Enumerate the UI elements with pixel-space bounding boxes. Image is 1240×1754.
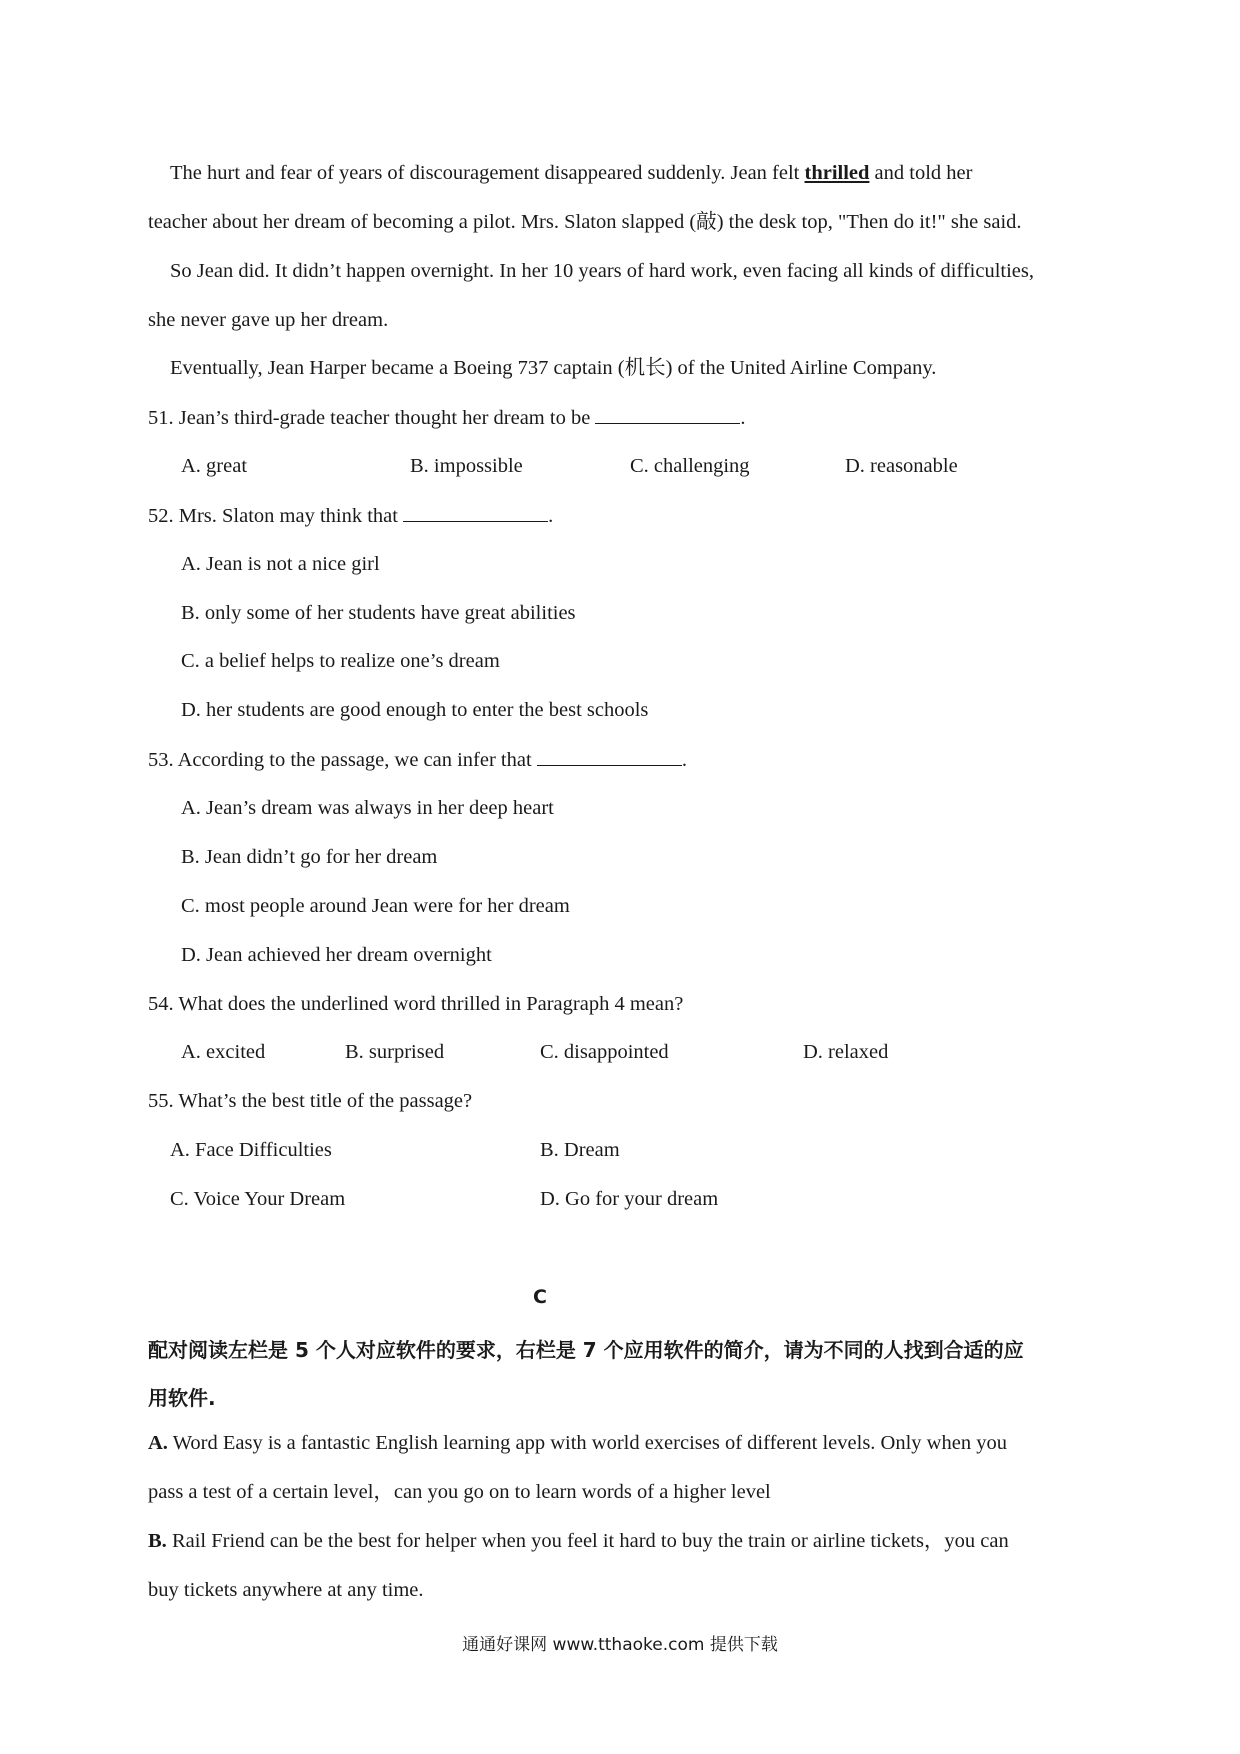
q52-option-d: D. her students are good enough to enter the best schools	[181, 699, 649, 721]
answer-blank	[403, 503, 548, 522]
section-title: C	[533, 1286, 547, 1308]
question-text: 52. Mrs. Slaton may think that	[148, 505, 404, 527]
section-instructions-line-1: 配对阅读左栏是 5 个人对应软件的要求，右栏是 7 个应用软件的简介，请为不同的人找到合适的应	[148, 1338, 1024, 1362]
q52-option-c: C. a belief helps to realize one’s dream	[181, 650, 500, 672]
q55-option-c: C. Voice Your Dream	[170, 1188, 346, 1210]
question-text-end: .	[740, 407, 746, 429]
page-footer: 通通好课网 www.tthaoke.com 提供下载	[462, 1635, 778, 1655]
question-text-end: .	[681, 749, 687, 771]
passage-paragraph-2-line-2: she never gave up her dream.	[148, 309, 389, 331]
passage-text: The hurt and fear of years of discouragement disappeared suddenly. Jean felt	[170, 162, 805, 184]
question-53-stem	[148, 747, 687, 773]
item-text: Rail Friend can be the best for helper when you feel it hard to buy the train or airline tickets，you can	[166, 1530, 1009, 1552]
q51-option-d: D. reasonable	[845, 455, 958, 477]
q54-option-d: D. relaxed	[803, 1041, 889, 1063]
passage-paragraph-1-line-2: teacher about her dream of becoming a pilot. Mrs. Slaton slapped (敲) the desk top, "Then do it!" she said.	[148, 211, 1022, 233]
section-instructions-line-2: 用软件.	[148, 1386, 216, 1410]
q54-option-a: A. excited	[181, 1041, 266, 1063]
question-54-stem: 54. What does the underlined word thrilled in Paragraph 4 mean?	[148, 993, 684, 1015]
q52-option-a: A. Jean is not a nice girl	[181, 553, 380, 575]
q51-option-b: B. impossible	[410, 455, 523, 477]
q53-option-a: A. Jean’s dream was always in her deep heart	[181, 797, 554, 819]
question-text-end: .	[548, 505, 554, 527]
underlined-word: thrilled	[804, 162, 870, 184]
passage-paragraph-1-line-1	[170, 161, 972, 186]
answer-blank	[595, 405, 740, 424]
q55-option-b: B. Dream	[540, 1139, 620, 1161]
app-b-line-1	[148, 1529, 1009, 1554]
app-b-line-2: buy tickets anywhere at any time.	[148, 1579, 424, 1601]
question-52-stem	[148, 503, 553, 529]
question-text: 51. Jean’s third-grade teacher thought her dream to be	[148, 407, 596, 429]
passage-text: and told her	[869, 162, 973, 184]
app-a-line-1	[148, 1431, 1007, 1456]
item-text: Word Easy is a fantastic English learning app with world exercises of different levels. Only when you	[167, 1432, 1007, 1454]
q53-option-c: C. most people around Jean were for her dream	[181, 895, 570, 917]
answer-blank	[537, 747, 682, 766]
q53-option-b: B. Jean didn’t go for her dream	[181, 846, 438, 868]
q54-option-b: B. surprised	[345, 1041, 445, 1063]
item-label: B.	[148, 1530, 167, 1552]
question-51-stem	[148, 405, 746, 431]
q55-option-d: D. Go for your dream	[540, 1188, 719, 1210]
q52-option-b: B. only some of her students have great abilities	[181, 602, 576, 624]
q55-option-a: A. Face Difficulties	[170, 1139, 332, 1161]
passage-paragraph-2-line-1: So Jean did. It didn’t happen overnight. In her 10 years of hard work, even facing all kinds of difficulties,	[170, 260, 1035, 282]
q54-option-c: C. disappointed	[540, 1041, 669, 1063]
question-text: 53. According to the passage, we can infer that	[148, 749, 537, 771]
passage-paragraph-3: Eventually, Jean Harper became a Boeing 737 captain (机长) of the United Airline Company.	[170, 357, 937, 379]
q53-option-d: D. Jean achieved her dream overnight	[181, 944, 492, 966]
q51-option-a: A. great	[181, 455, 248, 477]
question-55-stem: 55. What’s the best title of the passage?	[148, 1090, 473, 1112]
q51-option-c: C. challenging	[630, 455, 750, 477]
item-label: A.	[148, 1432, 168, 1454]
app-a-line-2: pass a test of a certain level，can you go on to learn words of a higher level	[148, 1481, 771, 1503]
